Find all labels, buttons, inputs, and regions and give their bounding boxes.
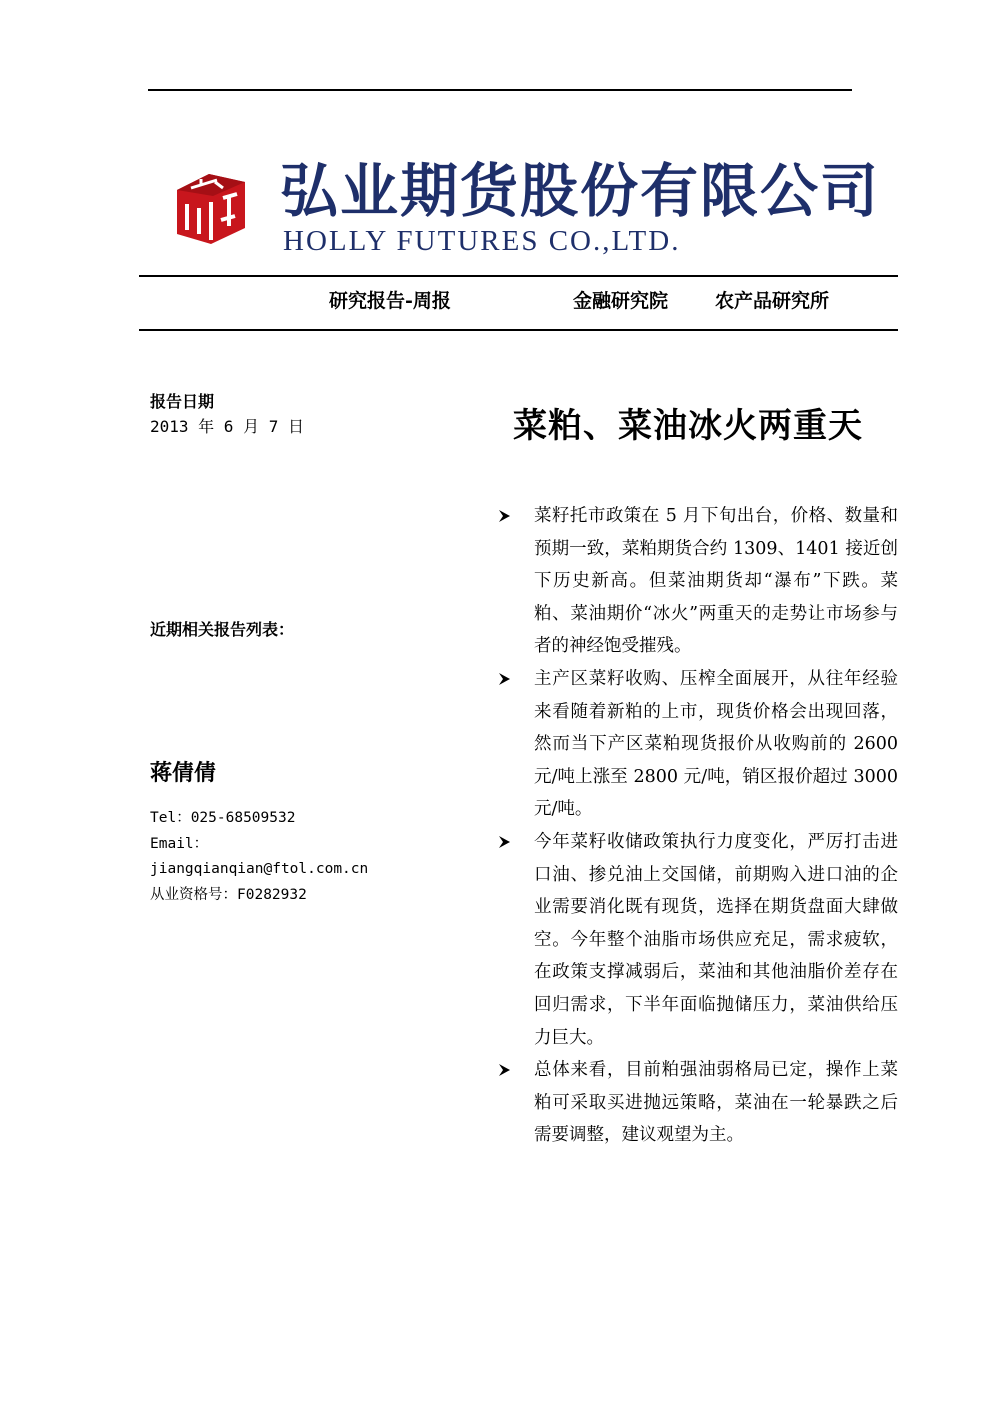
- company-name-en: HOLLY FUTURES CO.,LTD.: [283, 225, 681, 257]
- bullet-item: [498, 1054, 898, 1152]
- author-email-label: Email：: [150, 835, 209, 852]
- company-name-cn: 弘业期货股份有限公司: [280, 157, 881, 225]
- summary-bullets: [498, 500, 898, 1152]
- arrow-bullet-icon: [498, 1063, 511, 1077]
- institute: 金融研究院: [573, 290, 669, 312]
- author-contact: [150, 806, 368, 908]
- header-band-bottom-rule: [139, 329, 898, 331]
- department: 农产品研究所: [715, 290, 830, 312]
- author-email: jiangqianqian@ftol.com.cn: [150, 861, 369, 877]
- author-tel: Tel：025-68509532: [150, 810, 296, 826]
- report-type: 研究报告-周报: [329, 290, 451, 312]
- report-date-label: 报告日期: [150, 392, 215, 411]
- report-date-value: 2013 年 6 月 7 日: [150, 417, 304, 436]
- arrow-bullet-icon: [498, 835, 511, 849]
- bullet-item: [498, 826, 898, 1054]
- bullet-text: 今年菜籽收储政策执行力度变化，严厉打击进口油、掺兑油上交国储，前期购入进口油的企业需要消化既有现货，选择在期货盘面大肆做空。今年整个油脂市场供应充足，需求疲软，在政策支撑减弱后，菜油和其他油脂价差存在回归需求，下半年面临抛储压力，菜油供给压力巨大。: [534, 831, 898, 1048]
- bullet-item: [498, 663, 898, 826]
- company-logo-icon: [171, 168, 249, 248]
- arrow-bullet-icon: [498, 672, 511, 686]
- bullet-text: 总体来看，目前粕强油弱格局已定，操作上菜粕可采取买进抛远策略，菜油在一轮暴跌之后需要调整，建议观望为主。: [534, 1060, 898, 1146]
- report-title: 菜粕、菜油冰火两重天: [513, 406, 863, 446]
- author-license: 从业资格号：F0282932: [150, 886, 307, 903]
- header-band-top-rule: [139, 275, 898, 277]
- arrow-bullet-icon: [498, 509, 511, 523]
- bullet-text: 主产区菜籽收购、压榨全面展开，从往年经验来看随着新粕的上市，现货价格会出现回落，然而当下产区菜粕现货报价从收购前的 2600 元/吨上涨至 2800 元/吨，销区报价超过 3000 元/吨。: [534, 668, 898, 820]
- top-rule: [148, 89, 852, 91]
- author-name: 蒋倩倩: [150, 760, 217, 786]
- bullet-item: [498, 500, 898, 663]
- related-reports-label: 近期相关报告列表：: [150, 620, 295, 639]
- bullet-text: 菜籽托市政策在 5 月下旬出台，价格、数量和预期一致，菜粕期货合约 1309、1401 接近创下历史新高。但菜油期货却“瀑布”下跌。菜粕、菜油期价“冰火”两重天的走势让市场参与者的神经饱受摧残。: [534, 506, 898, 657]
